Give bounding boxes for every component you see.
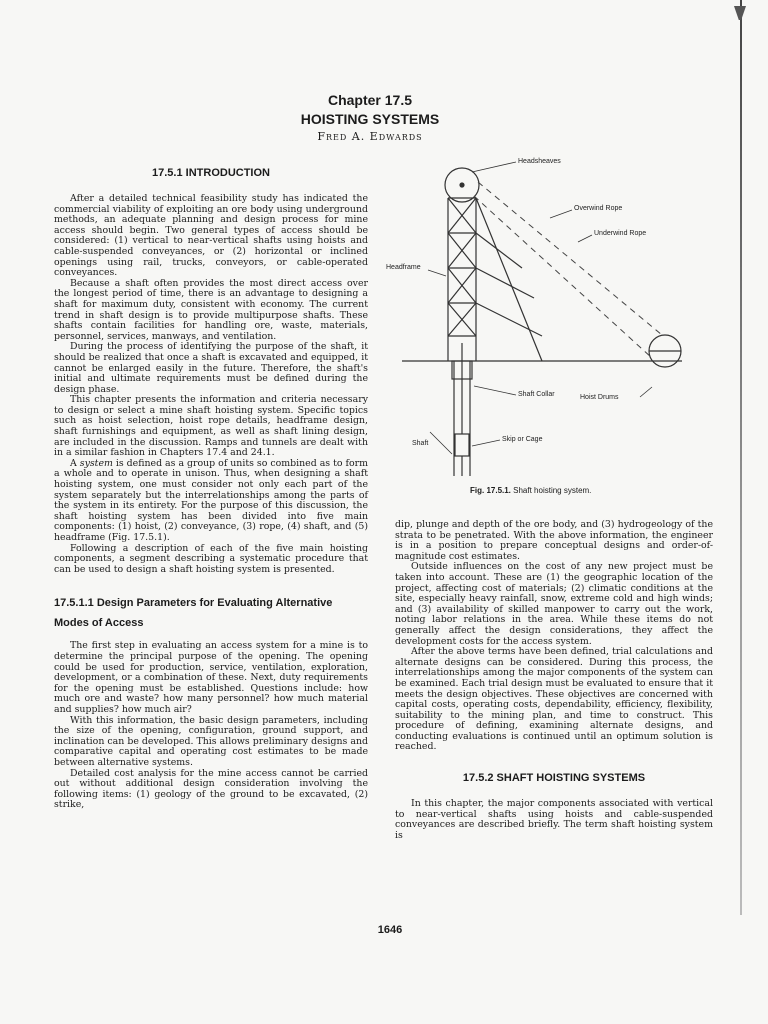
paragraph: Following a description of each of the five main hoisting components, a segment describing a systematic procedure that can be used to design a shaft hoisting system is presented. <box>54 542 368 575</box>
left-column <box>54 166 368 811</box>
leader-shaft <box>430 432 452 454</box>
heading-design-parameters: 17.5.1.1 Design Parameters for Evaluating Alternative Modes of Access <box>54 597 333 630</box>
leader-hoist-drums <box>640 387 652 397</box>
paragraph: After a detailed technical feasibility study has indicated the commercial viability of exploiting an ore body using underground methods, an adequate planning and design process for mine access should begin. Two general types of access should be considered: (1) vertical to near-vertical shafts using hoists and cable-suspended conveyances, or (2) horizontal or inclined openings using rail, trucks, conveyors, or cable-operated conveyances. <box>54 193 368 279</box>
caption-text: Shaft hoisting system. <box>513 486 592 495</box>
backleg-brace <box>476 233 522 268</box>
scan-edge-line <box>740 0 742 915</box>
paragraph: Detailed cost analysis for the mine access cannot be carried out without additional design consideration involving the following items: (1) geology of the ground to be excavated, (2) strike, <box>54 767 368 811</box>
paragraph: dip, plunge and depth of the ore body, and (3) hydrogeology of the strata to be penetrated. With the above information, the engineer is in a position to prepare conceptual designs and order-of-magnitude cost estimates. <box>395 519 713 562</box>
caption-number: Fig. 17.5.1. <box>470 486 511 495</box>
backleg-brace <box>476 268 534 298</box>
figure-caption <box>470 486 670 495</box>
skip-box <box>455 434 469 456</box>
paragraph: Because a shaft often provides the most direct access over the longest period of time, there is an advantage to designing a shaft for maximum duty, consistent with economy. The current trend in shaft design is to provide multipurpose shafts. These shafts contain facilities for handling ore, waste, materials, personnel, services, manways, and ventilation. <box>54 277 368 342</box>
paragraph: In this chapter, the major components associated with vertical to near-vertical shafts using hoists and cable-suspended conveyances are described briefly. The term shaft hoisting system is <box>395 798 713 841</box>
chapter-number: Chapter 17.5 <box>327 92 413 108</box>
leader-headframe <box>428 270 446 276</box>
paragraph: The first step in evaluating an access system for a mine is to determine the principal purpose of the opening. The opening could be used for production, service, ventilation, exploration, development, or a combination of these. Next, duty requirements for the opening must be established. Questions include: how much ore and waste? how many personnel? how much material and supplies? how much air? <box>54 640 368 715</box>
label-underwind-rope: Underwind Rope <box>594 230 647 237</box>
heading-introduction: 17.5.1 INTRODUCTION <box>152 167 270 179</box>
text-run: A <box>70 457 80 469</box>
label-shaft-collar: Shaft Collar <box>518 391 555 398</box>
shaft-hoisting-figure <box>382 158 694 488</box>
underwind-rope <box>474 196 652 358</box>
paragraph: During the process of identifying the purpose of the shaft, it should be realized that once a shaft is excavated and equipped, it cannot be enlarged easily in the future. Therefore, the shaft's initial and ultimate requirements must be defined during the design phase. <box>54 341 368 395</box>
headsheave-hub <box>460 183 464 187</box>
paragraph: This chapter presents the information and criteria necessary to design or select a mine shaft hoisting system. Specific topics such as hoist selection, hoist rope details, headframe design, shaft furnishings and equipment, as well as shaft lining design, are included in the discussion. Ramps and tunnels are dealt with in a similar fashion in Chapters 17.4 and 24.1. <box>54 394 368 459</box>
emphasis-term: system <box>79 457 113 469</box>
right-column <box>395 520 713 841</box>
leader-headsheaves <box>472 162 516 172</box>
label-headframe: Headframe <box>386 264 421 271</box>
paragraph: After the above terms have been defined, trial calculations and alternate designs can be considered. During this process, the interrelationships among the major components of the system can be examined. Each trial design must be evaluated to ensure that it meets the design objectives. These objectives are concerned with capital costs, operating costs, dependability, efficiency, flexibility, suitability to the mining plan, and time to construct. This procedure of defining, examining alternate designs, and conducting evaluations is continued until an optimum solution is reached. <box>395 646 713 753</box>
leader-overwind <box>550 210 572 218</box>
backleg <box>476 198 542 361</box>
label-overwind-rope: Overwind Rope <box>574 205 623 212</box>
leader-underwind <box>578 235 592 242</box>
leader-shaft-collar <box>474 386 516 395</box>
scan-clip-mark <box>734 6 746 20</box>
label-hoist-drums: Hoist Drums <box>580 394 619 401</box>
chapter-header <box>220 92 520 143</box>
label-shaft: Shaft <box>412 440 429 447</box>
label-headsheaves: Headsheaves <box>518 158 561 165</box>
overwind-rope <box>478 182 662 335</box>
leader-skip <box>472 440 500 446</box>
heading-shaft-hoisting-systems: 17.5.2 SHAFT HOISTING SYSTEMS <box>462 772 646 785</box>
chapter-title: HOISTING SYSTEMS <box>300 111 440 127</box>
chapter-author: Fred A. Edwards <box>317 130 423 143</box>
text-run: is defined as a group of units so combined as to form a whole and to operate in unison. Thus, when designing a shaft hoisting system, one must consider not only each part of the system separately but the interrelationships among the parts of the system in its entirety. For the purpose of this discussion, the shaft hoisting system has been divided into five main components: (1) hoist, (2) conveyance, (3) rope, (4) shaft, and (5) headframe (Fig. 17.5.1). <box>54 457 368 543</box>
label-skip-or-cage: Skip or Cage <box>502 436 543 443</box>
paragraph: Outside influences on the cost of any new project must be taken into account. These are (1) the geographic location of the project, affecting cost of materials; (2) climatic conditions at the site, especially heavy rainfall, snow, extreme cold and high winds; and (3) availability of skilled manpower to carry out the work, noting labor relations in the area. While these items do not generally affect the design considerations, they affect the development costs for the access system. <box>395 561 713 647</box>
backleg-brace <box>476 303 542 336</box>
paragraph: With this information, the basic design parameters, including the size of the opening, configuration, ground support, and inclination can be developed. This allows preliminary designs and comparative capital and operating cost estimates to be made between alternative systems. <box>54 714 368 768</box>
page-number: 1646 <box>377 924 403 936</box>
paragraph <box>54 459 368 544</box>
